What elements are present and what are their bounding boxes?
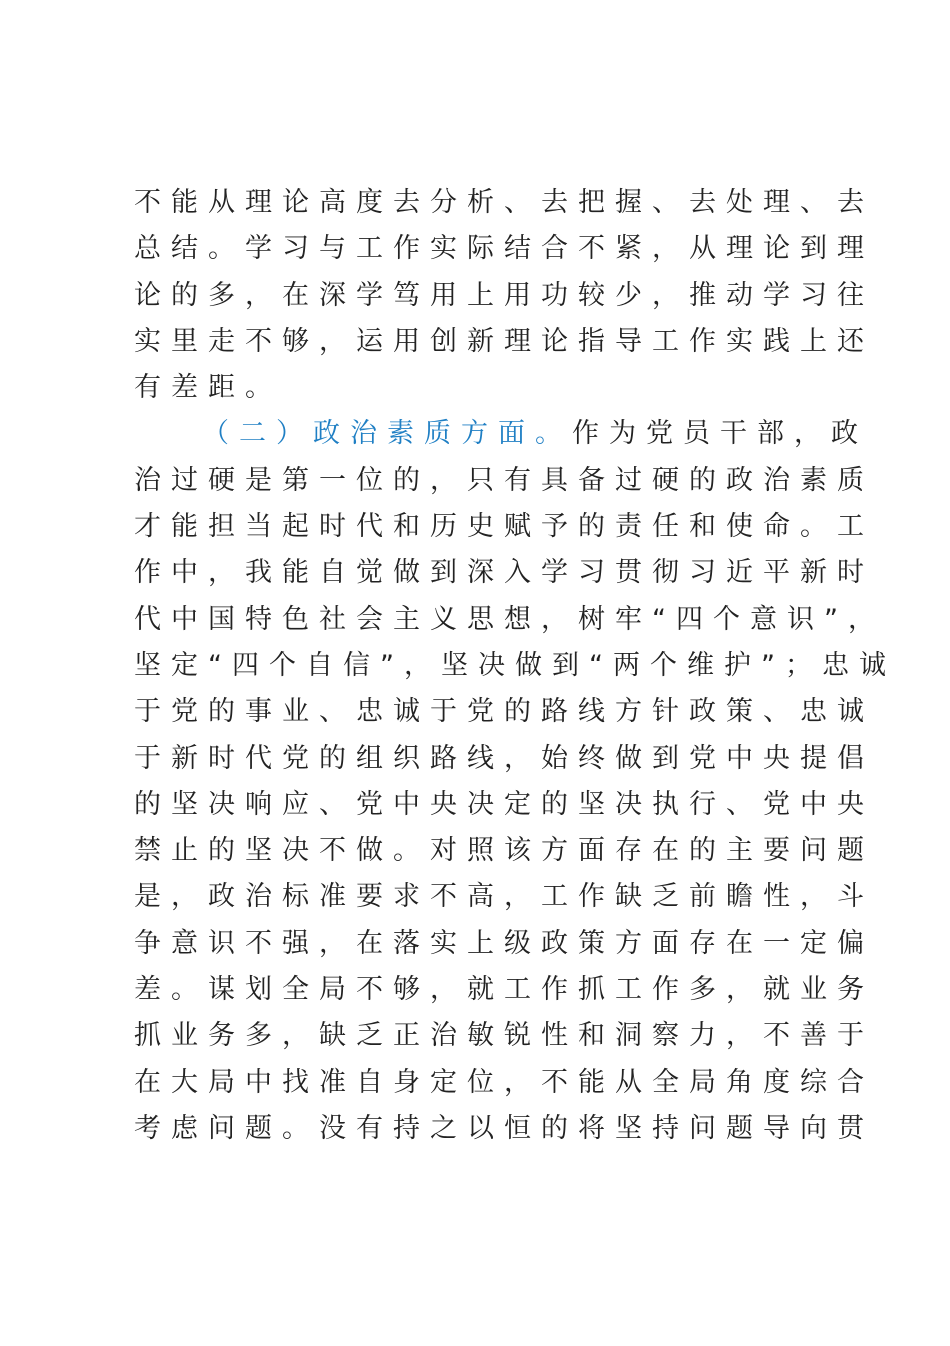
section2-line-8: 于新时代党的组织路线，始终做到党中央提倡 [134,742,874,774]
section2-line-14: 抓业务多，缺乏正治敏锐性和洞察力，不善于 [134,1020,874,1052]
paragraph1-line-3: 论的多，在深学笃用上用功较少，推动学习往 [134,279,874,311]
section2-line-15: 在大局中找准自身定位，不能从全局角度综合 [134,1066,874,1098]
section2-line-11: 是，政治标准要求不高，工作缺乏前瞻性，斗 [134,881,874,913]
document-body [134,180,896,1152]
section2-line-16: 考虑问题。没有持之以恒的将坚持问题导向贯 [134,1112,874,1144]
section2-first-line [134,411,868,457]
section2-first-line-text: 作为党员干部，政 [572,418,868,450]
paragraph1-line-4: 实里走不够，运用创新理论指导工作实践上还 [134,325,874,357]
section2-line-10: 禁止的坚决不做。对照该方面存在的主要问题 [134,835,874,867]
section2-line-2: 治过硬是第一位的，只有具备过硬的政治素质 [134,464,874,496]
section2-line-9: 的坚决响应、党中央决定的坚决执行、党中央 [134,788,874,820]
section2-line-12: 争意识不强，在落实上级政策方面存在一定偏 [134,927,874,959]
section2-line-6: 坚定“四个自信”，坚决做到“两个维护”；忠诚 [134,649,896,681]
section2-heading: （二）政治素质方面。 [202,418,572,450]
section2-line-3: 才能担当起时代和历史赋予的责任和使命。工 [134,511,874,543]
paragraph1-line-1: 不能从理论高度去分析、去把握、去处理、去 [134,187,874,218]
section2-line-7: 于党的事业、忠诚于党的路线方针政策、忠诚 [134,696,874,728]
paragraph1-line-2: 总结。学习与工作实际结合不紧，从理论到理 [134,233,874,265]
section2-line-4: 作中，我能自觉做到深入学习贯彻习近平新时 [134,557,874,589]
section2-line-13: 差。谋划全局不够，就工作抓工作多，就业务 [134,974,874,1006]
paragraph1-line-5: 有差距。 [134,372,282,404]
section2-line-5: 代中国特色社会主义思想，树牢“四个意识”， [134,603,885,635]
